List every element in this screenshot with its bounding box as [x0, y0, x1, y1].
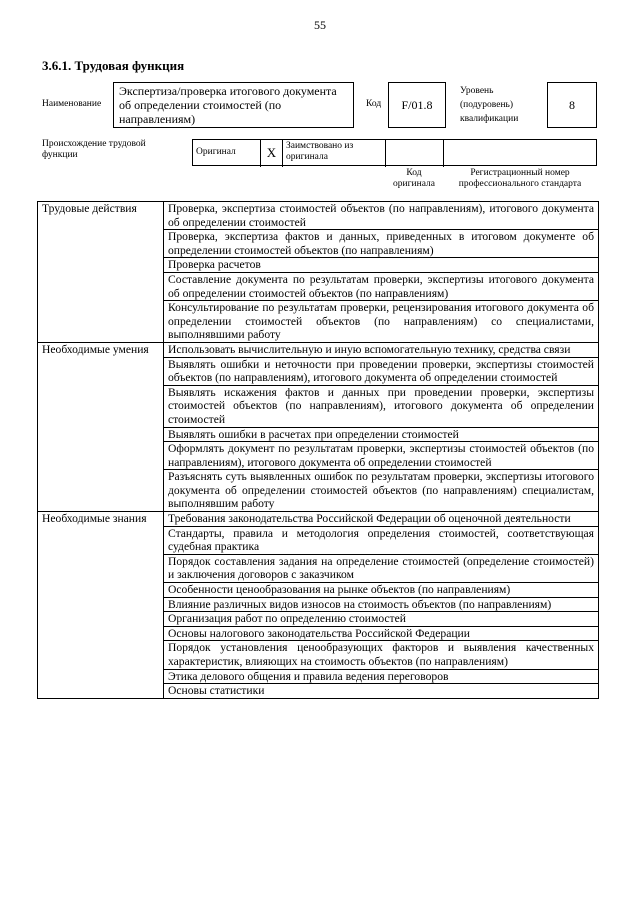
level-label: Уровень (подуровень) квалификации — [460, 86, 519, 124]
group-item: Составление документа по результатам проверки, экспертизы итогового документа об определении стоимостей объектов (по направлениям) — [164, 272, 599, 300]
group-item: Проверка, экспертиза фактов и данных, приведенных в итоговом документе об определении стоимостей объектов (по направлениям) — [164, 230, 599, 258]
function-table — [37, 201, 599, 699]
level-value: 8 — [547, 82, 597, 128]
code-label: Код — [366, 99, 382, 109]
table-row — [38, 202, 599, 230]
page-number: 55 — [314, 18, 326, 32]
group-item: Порядок установления ценообразующих факторов и выявления качественных характеристик, влияющих на стоимость объектов (по направлениям) — [164, 641, 599, 669]
group-item: Влияние различных видов износов на стоимость объектов (по направлениям) — [164, 597, 599, 612]
code-caption: Код оригинала — [393, 168, 435, 189]
original-mark: X — [261, 140, 283, 167]
group-title: Необходимые знания — [38, 512, 164, 699]
origin-row — [192, 139, 597, 166]
group-item: Использовать вычислительную и иную вспомогательную технику, средства связи — [164, 342, 599, 357]
group-item: Оформлять документ по результатам проверки, экспертизы стоимостей объектов (по направлениям), итогового документа об определении стоимостей — [164, 442, 599, 470]
group-item: Этика делового общения и правила ведения переговоров — [164, 669, 599, 684]
group-item: Выявлять искажения фактов и данных при проведении проверки, экспертизы стоимостей объектов (по направлениям), итогового документа об определении стоимостей — [164, 385, 599, 427]
group-item: Разъяснять суть выявленных ошибок по результатам проверки, экспертизы итогового документа об определении стоимостей объектов (по направлениям) специалистам, выполнявшим работу — [164, 470, 599, 512]
code-value: F/01.8 — [388, 82, 446, 128]
original-code-cell — [386, 140, 444, 167]
reg-caption: Регистрационный номер профессионального стандарта — [458, 168, 582, 189]
group-item: Особенности ценообразования на рынке объектов (по направлениям) — [164, 583, 599, 598]
group-title: Трудовые действия — [38, 202, 164, 343]
reg-number-cell — [444, 140, 596, 167]
origin-label: Происхождение трудовой функции — [42, 139, 146, 160]
group-item: Выявлять ошибки и неточности при проведении проверки, экспертизы стоимостей объектов (по направлениям), итогового документа об определении стоимостей — [164, 357, 599, 385]
group-item: Основы налогового законодательства Российской Федерации — [164, 626, 599, 641]
group-item: Основы статистики — [164, 684, 599, 699]
group-title: Необходимые умения — [38, 342, 164, 511]
table-row — [38, 342, 599, 357]
group-item: Проверка, экспертиза стоимостей объектов (по направлениям), итогового документа об определении стоимостей — [164, 202, 599, 230]
group-item: Консультирование по результатам проверки, рецензирования итогового документа об определении стоимостей объектов (по направлениям) со специалистами, выполнявшими работу — [164, 301, 599, 343]
group-item: Проверка расчетов — [164, 258, 599, 273]
group-item: Организация работ по определению стоимостей — [164, 612, 599, 627]
group-item: Выявлять ошибки в расчетах при определении стоимостей — [164, 427, 599, 442]
name-value: Экспертиза/проверка итогового документа об определении стоимостей (по направлениям) — [113, 82, 354, 128]
group-item: Порядок составления задания на определение стоимостей (определение стоимостей) и заключения договоров с заказчиком — [164, 554, 599, 582]
section-title: 3.6.1. Трудовая функция — [42, 58, 185, 73]
group-item: Требования законодательства Российской Федерации об оценочной деятельности — [164, 512, 599, 527]
original-label: Оригинал — [193, 140, 261, 167]
group-item: Стандарты, правила и методология определения стоимостей, соответствующая судебная практика — [164, 526, 599, 554]
table-row — [38, 512, 599, 527]
borrowed-label: Заимствовано из оригинала — [283, 140, 386, 167]
name-label: Наименование — [42, 99, 102, 109]
